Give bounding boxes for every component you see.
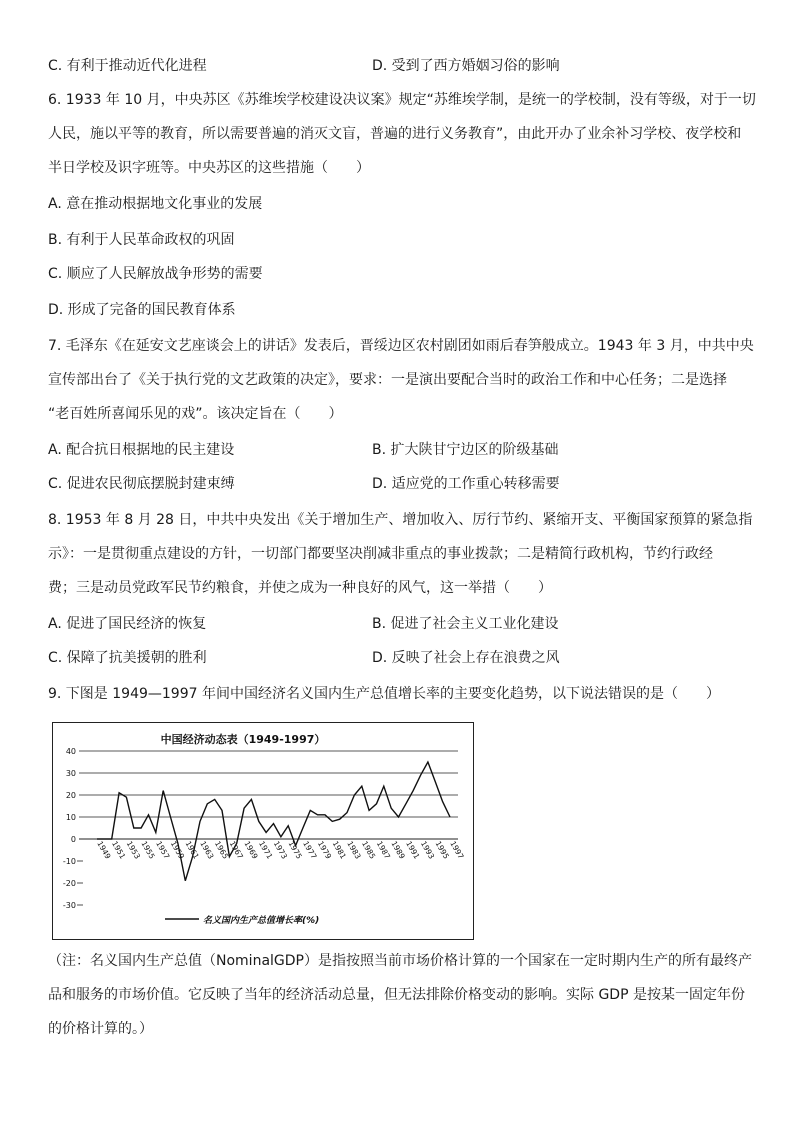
q8-stem-line2: 示》：一是贯彻重点建设的方针，一切部门都要坚决削减非重点的事业拨款；二是精简行政机构，节约行政经 <box>48 546 713 562</box>
y-tick-label: 10 <box>65 813 76 822</box>
q7-option-c: C. 促进农民彻底摆脱封建束缚 <box>48 476 235 492</box>
x-tick-label: 1981 <box>330 839 348 861</box>
q8-option-d: D. 反映了社会上存在浪费之风 <box>372 650 560 666</box>
x-tick-label: 1971 <box>257 839 275 861</box>
gdp-growth-chart <box>52 722 474 940</box>
x-tick-label: 1989 <box>389 839 407 861</box>
q7-stem-line1: 7. 毛泽东《在延安文艺座谈会上的讲话》发表后，晋绥边区农村剧团如雨后春笋般成立。1943 年 3 月，中共中央 <box>48 338 754 354</box>
x-tick-label: 1957 <box>154 839 172 861</box>
x-tick-label: 1951 <box>109 839 128 861</box>
y-tick-label: -10 <box>62 857 76 866</box>
q6-option-d: D. 形成了完备的国民教育体系 <box>48 302 236 318</box>
q8-option-a: A. 促进了国民经济的恢复 <box>48 616 207 632</box>
q6-stem-line2: 人民，施以平等的教育，所以需要普遍的消灭文盲，普遍的进行义务教育”，由此开办了业余补习学校、夜学校和 <box>48 126 742 142</box>
x-tick-label: 1987 <box>374 839 393 861</box>
y-tick-label: -20 <box>62 879 76 888</box>
q9-note-line3: 的价格计算的。） <box>48 1021 153 1037</box>
q6-stem-line3: 半日学校及识字班等。中央苏区的这些措施（ ） <box>48 160 370 176</box>
x-tick-label: 1965 <box>212 839 231 861</box>
x-tick-label: 1959 <box>168 839 187 861</box>
q7-stem-line3: “老百姓所喜闻乐见的戏”。该决定旨在（ ） <box>48 406 343 422</box>
x-tick-label: 1993 <box>418 839 437 861</box>
x-tick-label: 1979 <box>315 839 334 861</box>
x-tick-label: 1949 <box>95 839 113 861</box>
y-tick-label: 20 <box>65 791 76 800</box>
q6-option-b: B. 有利于人民革命政权的巩固 <box>48 232 235 248</box>
x-tick-label: 1955 <box>139 839 157 861</box>
q7-option-a: A. 配合抗日根据地的民主建设 <box>48 442 235 458</box>
x-tick-label: 1985 <box>360 839 378 861</box>
chart-x-axis <box>95 840 465 861</box>
q9-note-line1: （注：名义国内生产总值（NominalGDP）是指按照当前市场价格计算的一个国家在一定时期内生产的所有最终产 <box>48 953 752 969</box>
legend-label: 名义国内生产总值增长率(%) <box>203 916 320 926</box>
q8-option-c: C. 保障了抗美援朝的胜利 <box>48 650 207 666</box>
y-tick-label: -30 <box>62 901 76 910</box>
q9-stem: 9. 下图是 1949—1997 年间中国经济名义国内生产总值增长率的主要变化趋势，以下说法错误的是（ ） <box>48 686 720 702</box>
x-tick-label: 1967 <box>227 839 245 861</box>
q5-option-c: C. 有利于推动近代化进程 <box>48 58 207 74</box>
q7-stem-line2: 宣传部出台了《关于执行党的文艺政策的决定》，要求：一是演出要配合当时的政治工作和中心任务；二是选择 <box>48 372 727 388</box>
q6-option-a: A. 意在推动根据地文化事业的发展 <box>48 196 263 212</box>
x-tick-label: 1973 <box>271 839 290 861</box>
q8-stem-line1: 8. 1953 年 8 月 28 日，中共中央发出《关于增加生产、增加收入、厉行节约、紧缩开支、平衡国家预算的紧急指 <box>48 512 753 528</box>
x-tick-label: 1997 <box>448 839 466 861</box>
x-tick-label: 1995 <box>433 839 451 861</box>
q7-option-b: B. 扩大陕甘宁边区的阶级基础 <box>372 442 559 458</box>
q8-stem-line3: 费；三是动员党政军民节约粮食，并使之成为一种良好的风气，这一举措（ ） <box>48 580 552 596</box>
x-tick-label: 1975 <box>286 839 304 861</box>
series-line-nominal-gdp-growth <box>97 762 450 881</box>
x-tick-label: 1961 <box>183 839 201 861</box>
q6-stem-line1: 6. 1933 年 10 月，中央苏区《苏维埃学校建设决议案》规定“苏维埃学制，是统一的学校制，没有等级，对于一切 <box>48 92 756 108</box>
y-tick-label: 0 <box>70 835 76 844</box>
q8-option-b: B. 促进了社会主义工业化建设 <box>372 616 559 632</box>
x-tick-label: 1983 <box>345 839 363 861</box>
x-tick-label: 1969 <box>242 839 260 861</box>
q5-option-d: D. 受到了西方婚姻习俗的影响 <box>372 58 560 74</box>
x-tick-label: 1977 <box>301 839 319 861</box>
x-tick-label: 1991 <box>404 839 422 861</box>
y-tick-label: 40 <box>65 747 76 756</box>
q7-option-d: D. 适应党的工作重心转移需要 <box>372 476 560 492</box>
gdp-growth-chart-svg <box>53 723 473 939</box>
q6-option-c: C. 顺应了人民解放战争形势的需要 <box>48 266 263 282</box>
chart-y-axis <box>63 747 76 910</box>
x-tick-label: 1963 <box>198 839 216 861</box>
y-tick-label: 30 <box>65 769 76 778</box>
x-tick-label: 1953 <box>124 839 143 861</box>
chart-title: 中国经济动态表（1949-1997） <box>160 733 326 746</box>
q9-note-line2: 品和服务的市场价值。它反映了当年的经济活动总量，但无法排除价格变动的影响。实际 GDP 是按某一固定年份 <box>48 987 745 1003</box>
